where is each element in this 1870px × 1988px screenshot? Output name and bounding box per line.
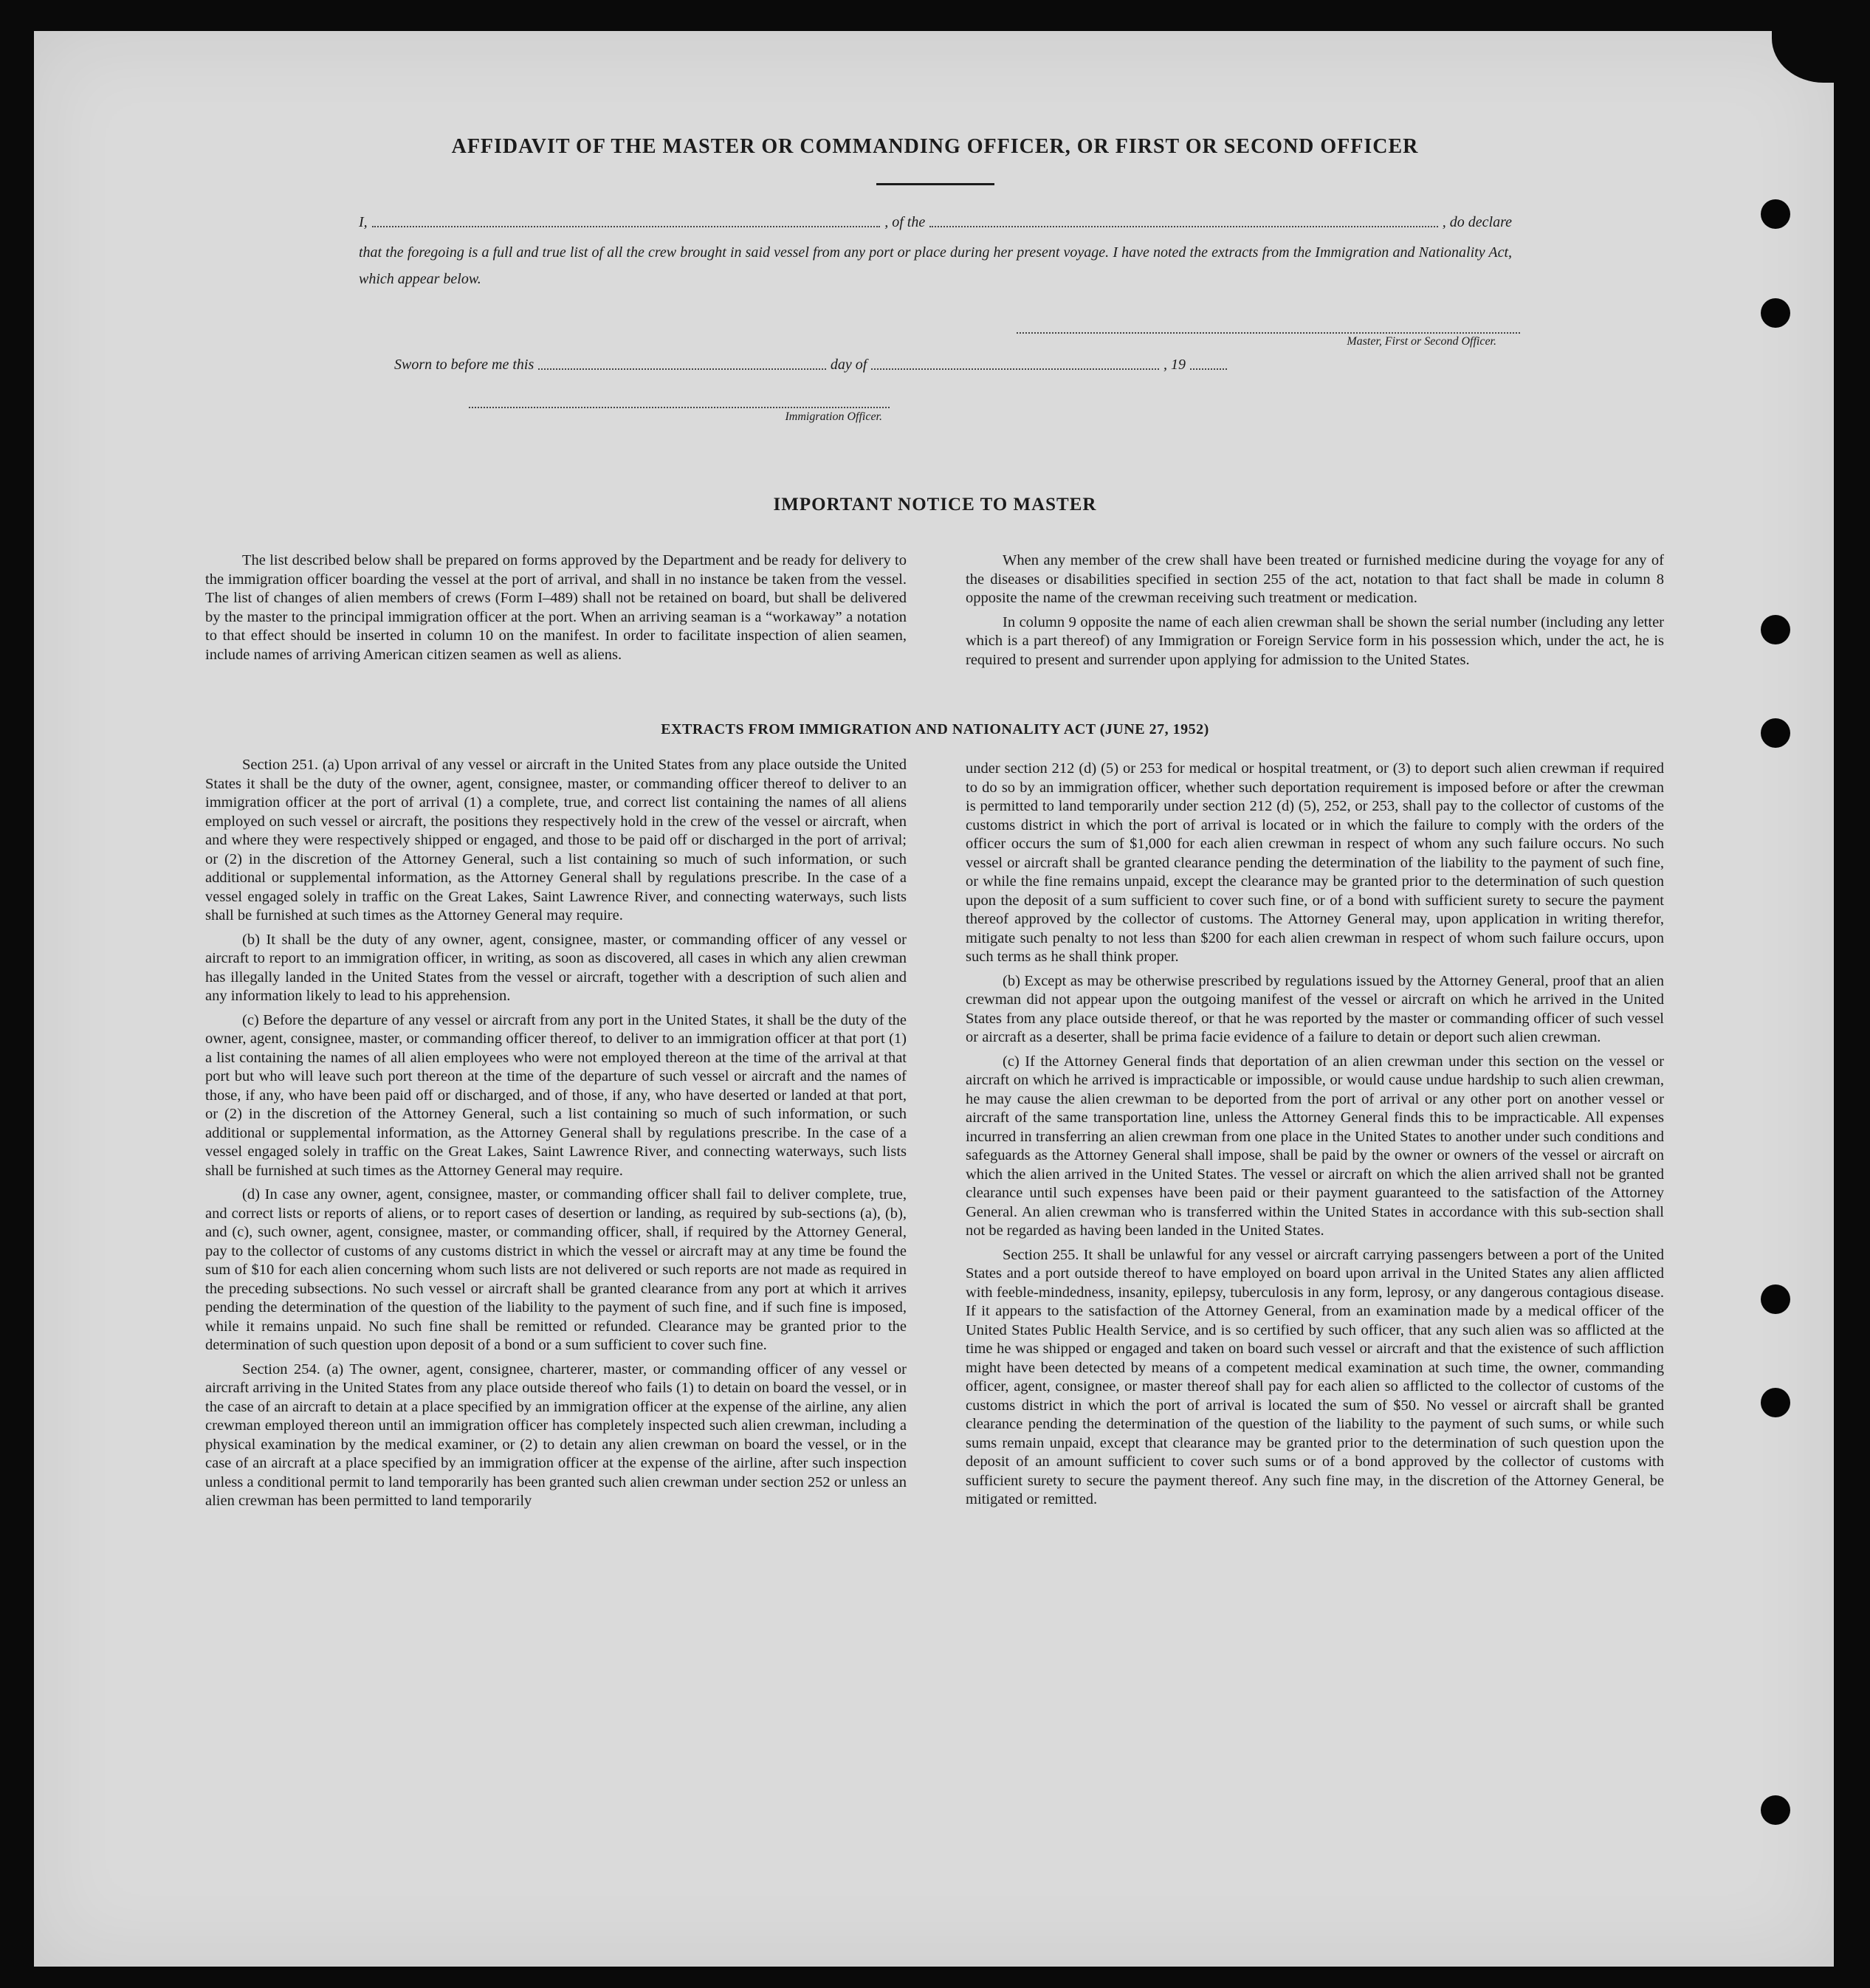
act-paragraph: Section 254. (a) The owner, agent, consignee, charterer, master, or commanding officer of any vessel or aircraft arriving in the United States from any place outside thereof who fails (1) to detain on board the vessel, or in the case of an aircraft to detain at a place specified by an immigration officer at the expense of the airline, any alien crewman employed thereon until an immigration officer has completely inspected such alien crewman, including a physical examination by the medical examiner, or (2) to detain any alien crewman on board the vessel, or in the case of an aircraft at a place specified by an immigration officer at the expense of the airline, after such inspection unless a conditional permit to land temporarily has been granted such alien crewman under section 252 or unless an alien crewman has been permitted to land temporarily xyxy=(205,1361,907,1509)
declarant-label: I, xyxy=(359,214,368,230)
notice-right-column xyxy=(966,551,1664,675)
affidavit-title: AFFIDAVIT OF THE MASTER OR COMMANDING OFFICER, OR FIRST OR SECOND OFFICER xyxy=(451,135,1419,158)
declarant-name-field[interactable] xyxy=(372,225,881,227)
binder-hole xyxy=(1761,615,1790,644)
notice-paragraph: When any member of the crew shall have been treated or furnished medicine during the voyage for any of the diseases or disabilities specified in section 255 of the act, notation to that fact shall be made in column 8 opposite the name of the crewman receiving such treatment or medication. xyxy=(966,552,1664,606)
immigration-officer-signature-field[interactable] xyxy=(469,407,890,408)
master-signature-field[interactable] xyxy=(1017,332,1520,334)
notice-title: IMPORTANT NOTICE TO MASTER xyxy=(773,495,1097,515)
sworn-day-field[interactable] xyxy=(538,368,826,370)
declaration-line xyxy=(359,214,1512,231)
binder-hole xyxy=(1761,1284,1790,1314)
of-the-label: , of the xyxy=(884,214,926,230)
binder-hole xyxy=(1761,1388,1790,1417)
sworn-label: Sworn to before me this xyxy=(394,357,534,373)
act-paragraph: (d) In case any owner, agent, consignee, master, or commanding officer shall fail to deliver complete, true, and correct lists or reports of aliens, or to report cases of desertion or landing, as required by sub-sections (a), (b), and (c), such owner, agent, consignee, master, or commanding officer, shall, if required by the Attorney General, pay to the collector of customs of any customs district in which the vessel or aircraft may at any time be found the sum of $10 for each alien concerning whom such lists are not delivered or such reports are not made as required in the preceding subsections. No such vessel or aircraft shall be granted clearance from any port at which it arrives pending the determination of the question of the liability to the payment of such fine, and if such fine is imposed, while it remains unpaid. No such fine shall be remitted or refunded. Clearance may be granted prior to the determination of such question upon deposit of a bond or a sum sufficient to cover such fine. xyxy=(205,1186,907,1353)
act-paragraph: under section 212 (d) (5) or 253 for medical or hospital treatment, or (3) to deport such alien crewman if required to do so by an immigration officer, whether such deportation requirement is imposed before or after the crewman is permitted to land temporarily under section 212 (d) (5), 252, or 253, shall pay to the collector of customs of the customs district in which the port of arrival is located or in which the failure to comply with the orders of the officer occurs the sum of $1,000 for each alien crewman in respect of whom any such failure occurs. No such vessel or aircraft shall be granted clearance pending the determination of the liability to the payment of such fine, or while the fine remains unpaid, except the clearance may be granted prior to the determination of such question upon the deposit of a sum sufficient to cover such fine, or of a bond with sufficient surety to secure the payment thereof approved by the collector of customs. The Attorney General may, upon application in writing therefor, mitigate such penalty to not less than $200 for each alien crewman in respect of whom such failure occurs, upon such terms as he shall think proper. xyxy=(966,760,1664,965)
notice-paragraph: In column 9 opposite the name of each alien crewman shall be shown the serial number (including any letter which is a part thereof) of any Immigration or Foreign Service form in his possession which, under the act, he is required to present and surrender upon applying for admission to the United States. xyxy=(966,613,1664,668)
title-rule xyxy=(876,183,994,185)
binder-hole xyxy=(1761,1795,1790,1825)
binder-hole xyxy=(1761,298,1790,328)
act-paragraph: (b) Except as may be otherwise prescribed by regulations issued by the Attorney General, proof that an alien crewman did not appear upon the outgoing manifest of the vessel or aircraft on which he arrived in the United States from any place outside thereof, or that he was reported by the master or commanding officer of such vessel or aircraft as a deserter, shall be prima facie evidence of a failure to detain or deport such alien crewman. xyxy=(966,972,1664,1045)
act-paragraph: (b) It shall be the duty of any owner, agent, consignee, master, or commanding officer of any vessel or aircraft to report to an immigration officer, in writing, as soon as discovered, all cases in which any alien crewman has illegally landed in the United States from the vessel or aircraft, together with a description of such alien and any information likely to lead to his apprehension. xyxy=(205,931,907,1004)
act-paragraph: (c) If the Attorney General finds that deportation of an alien crewman under this section on the vessel or aircraft on which he arrived is impracticable or impossible, or would cause undue hardship to such alien crewman, he may cause the alien crewman to be deported from the port of arrival or any other port on another vessel or aircraft of the same transportation line, unless the Attorney General finds this to be impracticable. All expenses incurred in transferring an alien crewman from one place in the United States to another under such conditions and safeguards as the Attorney General shall impose, shall be paid by the owner or owners of the vessel or aircraft on which the alien arrived in the United States. The vessel or aircraft on which the alien arrived shall not be granted clearance until such expenses have been paid or their payment guaranteed to the satisfaction of the Attorney General. An alien crewman who is transferred within the United States in accordance with this sub-section shall not be regarded as having been landed in the United States. xyxy=(966,1053,1664,1239)
vessel-name-field[interactable] xyxy=(929,225,1438,227)
extracts-left-column xyxy=(205,756,907,1516)
do-declare-label: , do declare xyxy=(1442,214,1512,230)
sworn-line xyxy=(394,357,1231,374)
binder-hole xyxy=(1761,199,1790,229)
act-paragraph: Section 251. (a) Upon arrival of any vessel or aircraft in the United States from any place outside the United States it shall be the duty of the owner, agent, consignee, master, or commanding officer thereof to deliver to an immigration officer at the port of arrival (1) a complete, true, and correct list containing the names of all aliens employed on such vessel or aircraft, the positions they respectively hold in the crew of the vessel or aircraft, when and where they were respectively shipped or engaged, and those to be paid off or discharged in the port of arrival; or (2) in the discretion of the Attorney General, such a list containing so much of such information, or such additional or supplemental information, as the Attorney General shall by regulations prescribe. In the case of a vessel engaged solely in traffic on the Great Lakes, Saint Lawrence River, and connecting waterways, such lists shall be furnished at such times as the Attorney General may require. xyxy=(205,757,907,924)
act-paragraph: Section 255. It shall be unlawful for any vessel or aircraft carrying passengers between a port of the United States and a port outside thereof to have employed on board upon arrival in the United States any alien afflicted with feeble-mindedness, insanity, epilepsy, tuberculosis in any form, leprosy, or any dangerous contagious disease. If it appears to the satisfaction of the Attorney General, from an examination made by a medical officer of the United States Public Health Service, and is so certified by such officer, that any such alien was so afflicted at the time he was shipped or engaged and taken on board such vessel or aircraft and that the existence of such affliction might have been detected by means of a competent medical examination at such time, the owner, commanding officer, agent, consignee, or master thereof shall pay for each alien so afflicted to the collector of customs of the customs district in which the port of arrival is located the sum of $50. No vessel or aircraft shall be granted clearance pending the determination of the question of the liability to the payment of such sums, or while such sums remain unpaid, except that clearance may be granted prior to the determination of such question upon the deposit of an amount sufficient to cover such sums or of a bond approved by the collector of customs with sufficient surety to secure the payment thereof. Any such fine may, in the discretion of the Attorney General, be mitigated or remitted. xyxy=(966,1246,1664,1507)
extracts-right-column xyxy=(966,760,1664,1515)
year-label: , 19 xyxy=(1163,357,1186,373)
notice-paragraph: The list described below shall be prepared on forms approved by the Department and be ready for delivery to the immigration officer boarding the vessel at the port of arrival, and shall in no instance be taken from the vessel. The list of changes of alien members of crews (Form I–489) shall not be retained on board, but shall be delivered by the master to the principal immigration officer at the port. When an arriving seaman is a “workaway” a notation to that effect should be inserted in column 10 on the manifest. In order to facilitate inspection of alien seamen, include names of arriving American citizen seamen as well as aliens. xyxy=(205,552,907,663)
immigration-officer-label: Immigration Officer. xyxy=(785,410,882,423)
sworn-month-field[interactable] xyxy=(871,368,1159,370)
sworn-year-field[interactable] xyxy=(1190,368,1227,370)
act-paragraph: (c) Before the departure of any vessel or aircraft from any port in the United States, it shall be the duty of the owner, agent, consignee, master, or commanding officer thereof, to deliver to an immigration officer at that port (1) a list containing the names of all alien employees who were not employed thereon at the time of the arrival at that port but who will leave such port thereon at the time of the departure of such vessel or aircraft and the names of those, if any, who have been paid off or discharged, and of those, if any, who have deserted or landed at that port, or (2) in the discretion of the Attorney General, such a list containing so much of such information, or such additional or supplemental information, as the Attorney General shall by regulations prescribe. In the case of a vessel engaged solely in traffic on the Great Lakes, Saint Lawrence River, and connecting waterways, such lists shall be furnished at such times as the Attorney General may require. xyxy=(205,1011,907,1179)
declaration-text: that the foregoing is a full and true list of all the crew brought in said vessel from any port or place during her present voyage. I have noted the extracts from the Immigration and Nationality Act, which appear below. xyxy=(359,244,1512,287)
extracts-title: EXTRACTS FROM IMMIGRATION AND NATIONALITY ACT (JUNE 27, 1952) xyxy=(661,721,1209,737)
master-signature-label: Master, First or Second Officer. xyxy=(1347,335,1496,348)
day-of-label: day of xyxy=(830,357,867,373)
notice-left-column xyxy=(205,551,907,670)
